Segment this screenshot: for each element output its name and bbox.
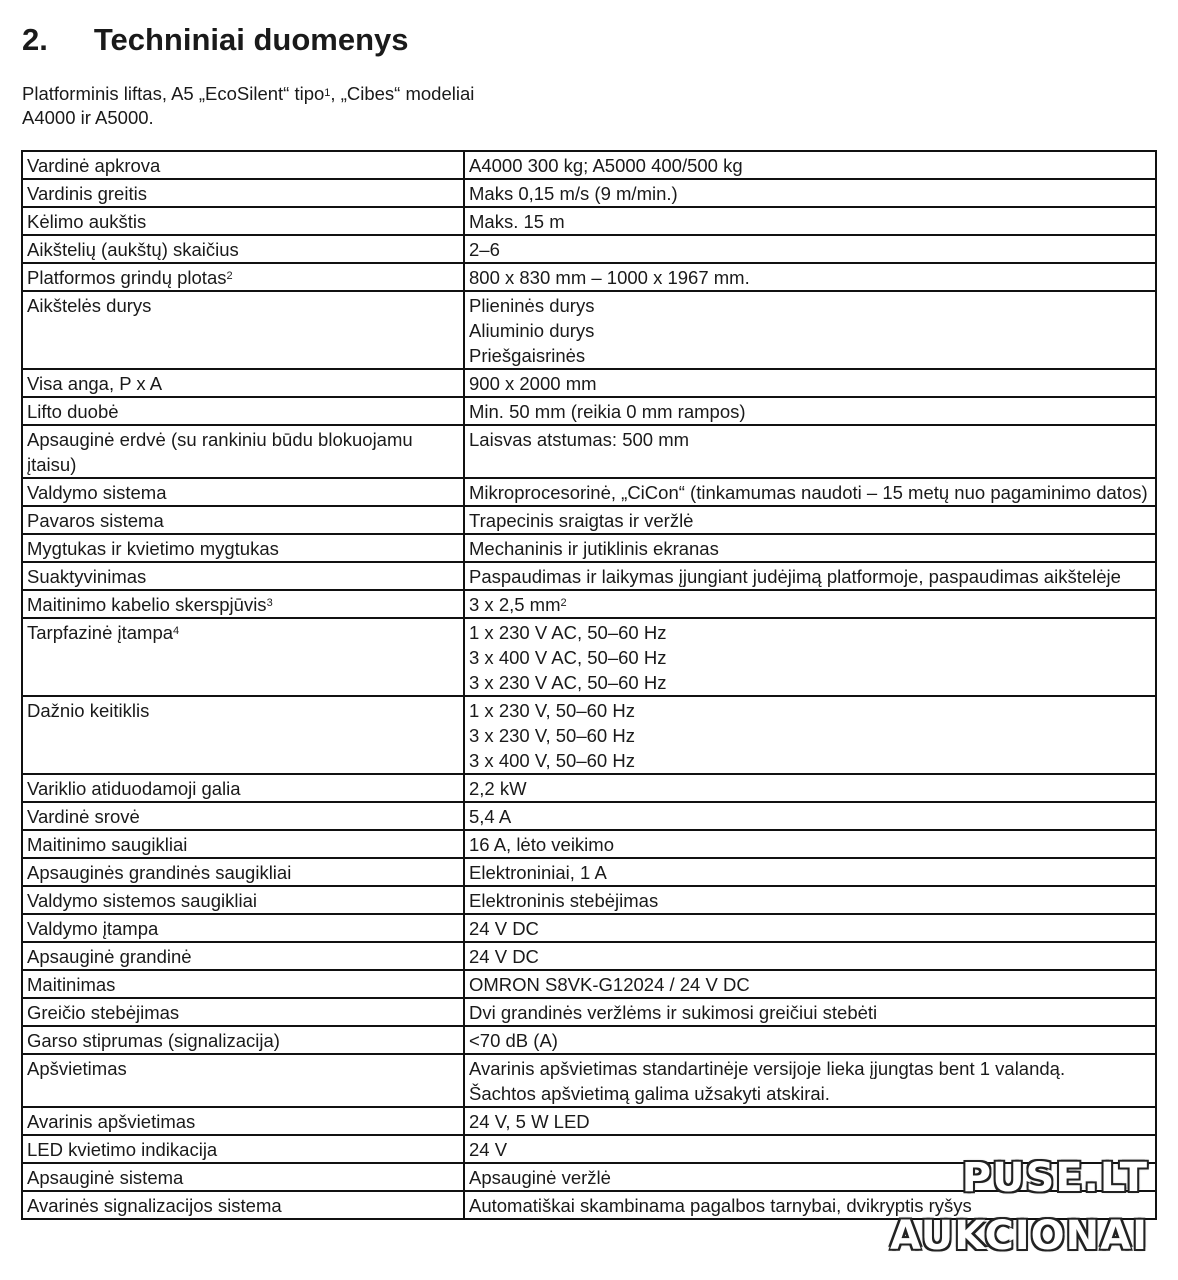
table-row (22, 696, 1156, 774)
spec-value (464, 478, 1156, 506)
spec-value-line: 3 x 230 V, 50–60 Hz (469, 725, 635, 746)
spec-label: Mygtukas ir kvietimo mygtukas (22, 534, 464, 562)
spec-value (464, 774, 1156, 802)
spec-value-line: 3 x 230 V AC, 50–60 Hz (469, 672, 667, 693)
spec-value (464, 562, 1156, 590)
table-row (22, 207, 1156, 235)
spec-value-line: 3 x 400 V, 50–60 Hz (469, 750, 635, 771)
section-title: Techniniai duomenys (93, 22, 409, 57)
spec-value-line: 5,4 A (469, 806, 512, 827)
footnote-ref: 1 (324, 87, 331, 99)
spec-label: Avarinis apšvietimas (22, 1107, 464, 1135)
table-row (22, 506, 1156, 534)
spec-value (464, 534, 1156, 562)
spec-value (464, 1054, 1156, 1107)
spec-label: Garso stiprumas (signalizacija) (22, 1026, 464, 1054)
spec-value (464, 830, 1156, 858)
table-row (22, 802, 1156, 830)
spec-label: Avarinės signalizacijos sistema (22, 1191, 464, 1219)
spec-value-line: 2–6 (469, 239, 500, 260)
spec-value (464, 235, 1156, 263)
table-row (22, 774, 1156, 802)
spec-value (464, 970, 1156, 998)
table-row (22, 425, 1156, 478)
spec-value-line: 1 x 230 V, 50–60 Hz (469, 700, 635, 721)
section-heading (22, 22, 409, 58)
table-row (22, 151, 1156, 179)
spec-value (464, 263, 1156, 291)
spec-value-line: 24 V DC (469, 918, 539, 939)
spec-value (464, 696, 1156, 774)
table-row (22, 562, 1156, 590)
spec-label: Valdymo sistema (22, 478, 464, 506)
spec-value (464, 618, 1156, 696)
table-row (22, 1054, 1156, 1107)
table-row (22, 590, 1156, 618)
spec-label: Dažnio keitiklis (22, 696, 464, 774)
table-row (22, 369, 1156, 397)
spec-value-line: Apsauginė veržlė (469, 1167, 611, 1188)
watermark-line1: PUSE.LT (961, 1155, 1148, 1201)
spec-value-line: 3 x 400 V AC, 50–60 Hz (469, 647, 667, 668)
spec-value-line: Mikroprocesorinė, „CiCon“ (tinkamumas naudoti – 15 metų nuo pagaminimo datos) (469, 482, 1148, 503)
spec-value (464, 886, 1156, 914)
spec-value (464, 1026, 1156, 1054)
spec-value-line: Aliuminio durys (469, 320, 595, 341)
spec-value-line: Maks 0,15 m/s (9 m/min.) (469, 183, 678, 204)
table-row (22, 830, 1156, 858)
spec-value-line: 24 V, 5 W LED (469, 1111, 590, 1132)
spec-value-line: 1 x 230 V AC, 50–60 Hz (469, 622, 667, 643)
table-row (22, 886, 1156, 914)
spec-label: Maitinimo saugikliai (22, 830, 464, 858)
spec-value-line: Min. 50 mm (reikia 0 mm rampos) (469, 401, 746, 422)
spec-value (464, 802, 1156, 830)
table-row (22, 1026, 1156, 1054)
spec-label: Aikštelės durys (22, 291, 464, 369)
spec-label: Vardinė apkrova (22, 151, 464, 179)
spec-label: Apsauginė erdvė (su rankiniu būdu blokuojamu įtaisu) (22, 425, 464, 478)
table-row (22, 858, 1156, 886)
spec-label: Maitinimas (22, 970, 464, 998)
table-row (22, 263, 1156, 291)
intro-line1: Platforminis liftas, A5 „EcoSilent“ tipo$^1$, „Cibes“ modeliai (22, 83, 475, 104)
spec-value-line: Priešgaisrinės (469, 345, 586, 366)
spec-value (464, 998, 1156, 1026)
table-row (22, 179, 1156, 207)
spec-label: Variklio atiduodamoji galia (22, 774, 464, 802)
spec-value-line: Šachtos apšvietimą galima užsakyti atskirai. (469, 1083, 830, 1104)
superscript: 2 (560, 597, 567, 609)
spec-value (464, 207, 1156, 235)
table-row (22, 291, 1156, 369)
table-row (22, 1107, 1156, 1135)
table-row (22, 478, 1156, 506)
table-row (22, 914, 1156, 942)
section-number: 2. (22, 22, 48, 57)
spec-label: Valdymo sistemos saugikliai (22, 886, 464, 914)
spec-value-line: 800 x 830 mm – 1000 x 1967 mm. (469, 267, 750, 288)
spec-value-line: Maks. 15 m (469, 211, 565, 232)
spec-value (464, 1107, 1156, 1135)
table-row (22, 970, 1156, 998)
spec-value-line: 16 A, lėto veikimo (469, 834, 614, 855)
spec-value-line: 900 x 2000 mm (469, 373, 597, 394)
spec-value (464, 506, 1156, 534)
spec-value (464, 179, 1156, 207)
spec-value-line: 24 V (469, 1139, 508, 1160)
spec-label: Apšvietimas (22, 1054, 464, 1107)
spec-label: Maitinimo kabelio skerspjūvis$^3$ (22, 590, 464, 618)
spec-value-line: 3 x 2,5 $mm^2$ (469, 594, 567, 615)
spec-label: Valdymo įtampa (22, 914, 464, 942)
spec-label: Greičio stebėjimas (22, 998, 464, 1026)
spec-value (464, 914, 1156, 942)
intro-line2: A4000 ir A5000. (22, 107, 154, 128)
spec-label: Pavaros sistema (22, 506, 464, 534)
spec-label: LED kvietimo indikacija (22, 1135, 464, 1163)
spec-label: Tarpfazinė įtampa$^4$ (22, 618, 464, 696)
footnote-ref: 2 (226, 270, 233, 282)
spec-label: Aikštelių (aukštų) skaičius (22, 235, 464, 263)
spec-value-line: Automatiškai skambinama pagalbos tarnybai, dvikryptis ryšys (469, 1195, 972, 1216)
spec-value (464, 425, 1156, 478)
spec-label: Apsauginė grandinė (22, 942, 464, 970)
table-row (22, 998, 1156, 1026)
spec-value-line: Laisvas atstumas: 500 mm (469, 429, 690, 450)
spec-table (21, 150, 1157, 1220)
spec-label: Apsauginės grandinės saugikliai (22, 858, 464, 886)
spec-value (464, 291, 1156, 369)
spec-value-line: Trapecinis sraigtas ir veržlė (469, 510, 694, 531)
spec-label: Kėlimo aukštis (22, 207, 464, 235)
spec-label: Visa anga, P x A (22, 369, 464, 397)
table-row (22, 235, 1156, 263)
table-row (22, 942, 1156, 970)
table-row (22, 534, 1156, 562)
spec-value-line: 24 V DC (469, 946, 539, 967)
spec-label: Vardinė srovė (22, 802, 464, 830)
spec-value-line: Plieninės durys (469, 295, 595, 316)
spec-value-line: 2,2 kW (469, 778, 527, 799)
footnote-ref: 4 (173, 625, 180, 637)
footnote-ref: 3 (266, 597, 273, 609)
spec-value (464, 590, 1156, 618)
spec-label: Apsauginė sistema (22, 1163, 464, 1191)
watermark-line2: AUKCIONAI (890, 1213, 1148, 1259)
spec-value (464, 942, 1156, 970)
spec-value-line: OMRON S8VK-G12024 / 24 V DC (469, 974, 750, 995)
spec-label: Lifto duobė (22, 397, 464, 425)
spec-value (464, 369, 1156, 397)
spec-value-line: A4000 300 kg; A5000 400/500 kg (469, 155, 743, 176)
spec-label: Platformos grindų plotas$^2$ (22, 263, 464, 291)
intro-paragraph (22, 82, 582, 130)
spec-value (464, 858, 1156, 886)
spec-label: Suaktyvinimas (22, 562, 464, 590)
spec-value-line: Avarinis apšvietimas standartinėje versijoje lieka įjungtas bent 1 valandą. (469, 1058, 1066, 1079)
table-row (22, 397, 1156, 425)
spec-value-line: Elektroniniai, 1 A (469, 862, 607, 883)
spec-value-line: Paspaudimas ir laikymas įjungiant judėjimą platformoje, paspaudimas aikštelėje (469, 566, 1121, 587)
spec-value-line: <70 dB (A) (469, 1030, 558, 1051)
spec-value (464, 151, 1156, 179)
spec-label: Vardinis greitis (22, 179, 464, 207)
spec-value-line: Dvi grandinės veržlėms ir sukimosi greičiui stebėti (469, 1002, 878, 1023)
spec-value (464, 397, 1156, 425)
spec-value-line: Mechaninis ir jutiklinis ekranas (469, 538, 719, 559)
table-row (22, 618, 1156, 696)
spec-value-line: Elektroninis stebėjimas (469, 890, 659, 911)
